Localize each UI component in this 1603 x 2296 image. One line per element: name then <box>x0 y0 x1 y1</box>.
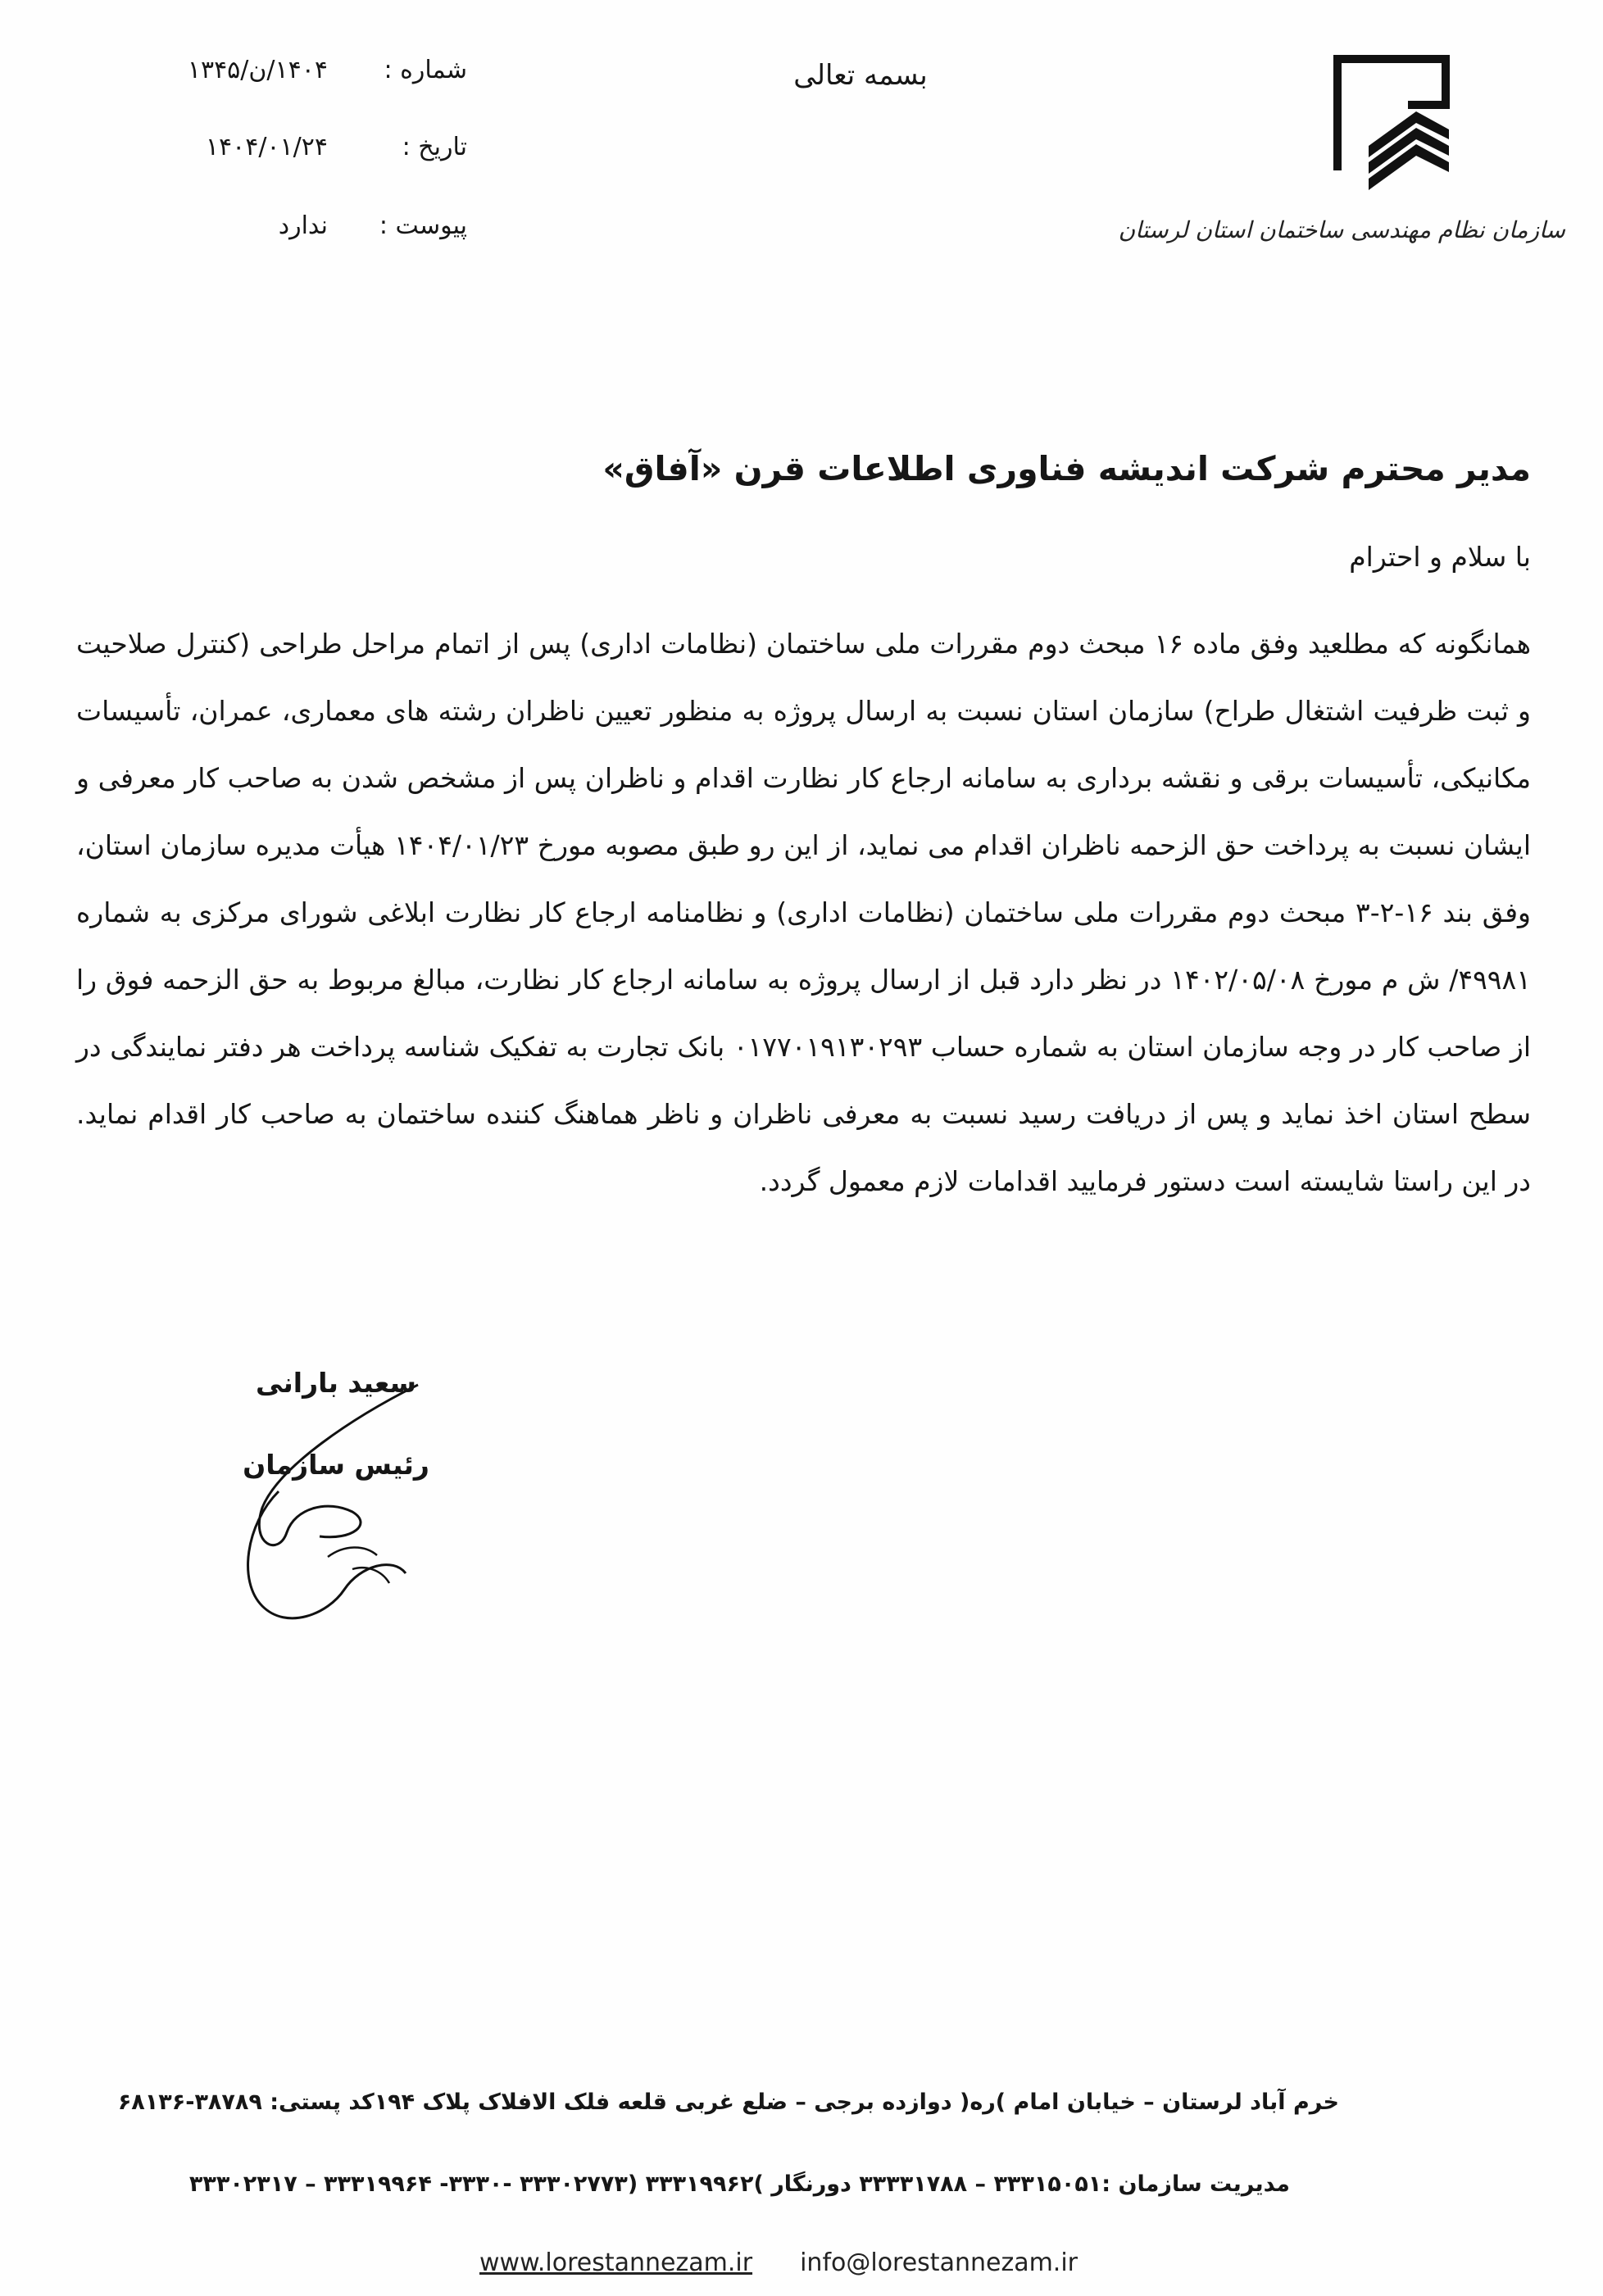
greeting: با سلام و احترام <box>1349 541 1531 573</box>
letter-attachment <box>156 211 467 247</box>
basmala-heading: بسمه تعالی <box>793 59 928 92</box>
letter-attachment-label: پیوست : <box>379 211 467 240</box>
letter-number <box>156 56 467 92</box>
signatory-name: سعید بارانی <box>256 1367 416 1399</box>
signatory-title: رئیس سازمان <box>243 1449 429 1481</box>
handwritten-signature-icon <box>229 1368 443 1631</box>
letter-date-label: تاریخ : <box>402 133 467 161</box>
letter-number-label: شماره : <box>384 56 467 84</box>
letter-attachment-value: ندارد <box>278 211 328 240</box>
logo-caption: سازمان نظام مهندسی ساختمان استان لرستان <box>1118 216 1565 243</box>
footer-phones: مدیریت سازمان :۳۳۳۱۵۰۵۱ – ۳۳۳۳۱۷۸۸ دورنگار )۳۳۳۱۹۹۶۲ (۳۳۳۰۲۷۷۳ -۳۳۳۰- ۳۳۳۱۹۹۶۴ – ۳۳۳۰۲۳۱۷ <box>188 2171 1290 2197</box>
letter-body: همانگونه که مطلعید وفق ماده ۱۶ مبحث دوم مقررات ملی ساختمان (نظامات اداری) پس از اتمام مراحل طراحی (کنترل صلاحیت و ثبت ظرفیت اشتغال طراح) سازمان استان نسبت به ارسال پروژه به منظور تعیین ناظران رشته های معماری، عمران، تأسیسات مکانیکی، تأسیسات برقی و نقشه برداری به سامانه ارجاع کار نظارت اقدام و ناظران پس از مشخص شدن به صاحب کار معرفی و ایشان نسبت به پرداخت حق الزحمه ناظران اقدام می نماید، از این رو طبق مصوبه مورخ ۱۴۰۴/۰۱/۲۳ هیأت مدیره سازمان استان، وفق بند ۱۶-۲-۳ مبحث دوم مقررات ملی ساختمان (نظامات اداری) و نظامنامه ارجاع کار نظارت ابلاغی شورای مرکزی به شماره ۴۹۹۸۱/ ش م مورخ ۱۴۰۲/۰۵/۰۸ در نظر دارد قبل از ارسال پروژه به سامانه ارجاع کار نظارت، مبالغ مربوط به حق الزحمه فوق را از صاحب کار در وجه سازمان استان به شماره حساب ۰۱۷۷۰۱۹۱۳۰۲۹۳ بانک تجارت به تفکیک شناسه پرداخت هر دفتر نمایندگی در سطح استان اخذ نماید و پس از دریافت رسید نسبت به معرفی ناظران و ناظر هماهنگ کننده ساختمان به صاحب کار اقدام نماید. در این راستا شایسته است دستور فرمایید اقدامات لازم معمول گردد. <box>76 628 1532 1197</box>
letter-date-value: ۱۴۰۴/۰۱/۲۴ <box>205 133 328 161</box>
website-link[interactable]: www.lorestannezam.ir <box>479 2248 753 2277</box>
recipient-heading: مدیر محترم شرکت اندیشه فناوری اطلاعات قرن «آفاق» <box>602 449 1531 488</box>
email-link[interactable]: info@lorestannezam.ir <box>800 2248 1078 2277</box>
letter-number-value: ۱۴۰۴/ن/۱۳۴۵ <box>187 56 328 84</box>
building-logo-icon <box>1326 48 1457 203</box>
letter-date <box>156 133 467 169</box>
footer-address: خرم آباد لرستان – خیابان امام )ره( دوازده برجی – ضلع غربی قلعه فلک الافلاک پلاک ۱۹۴کد پستی: ۳۸۷۸۹-۶۸۱۳۶ <box>117 2090 1339 2115</box>
footer-links <box>479 2248 1078 2285</box>
